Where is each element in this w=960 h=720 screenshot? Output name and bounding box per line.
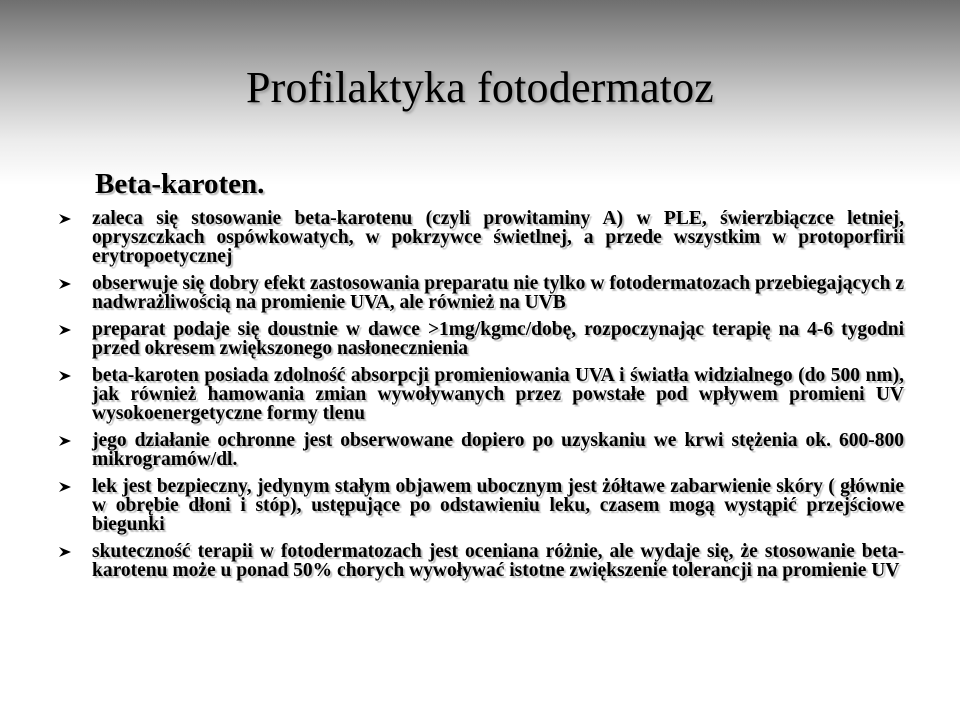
list-item <box>56 209 904 266</box>
slide-subtitle: Beta-karoten. <box>95 168 265 200</box>
arrowhead-bullet-icon <box>58 481 72 493</box>
list-item <box>56 320 904 358</box>
arrowhead-bullet-icon <box>58 370 72 382</box>
list-item <box>56 274 904 312</box>
arrowhead-bullet-icon <box>58 213 72 225</box>
arrowhead-bullet-icon <box>58 546 72 558</box>
bullet-text: skuteczność terapii w fotodermatozach jest oceniana różnie, ale wydaje się, że stosowanie beta-karotenu może u ponad 50% chorych wywoływać istotne zwiększenie tolerancji na promienie UV <box>92 541 904 581</box>
bullet-list <box>56 209 904 588</box>
bullet-text: lek jest bezpieczny, jedynym stałym objawem ubocznym jest żółtawe zabarwienie skóry ( głównie w obrębie dłoni i stóp), ustępujące po odstawieniu leku, czasem mogą wystąpić przejściowe biegunki <box>92 476 904 535</box>
arrowhead-bullet-icon <box>58 324 72 336</box>
bullet-text: beta-karoten posiada zdolność absorpcji promieniowania UVA i światła widzialnego (do 500 nm), jak również hamowania zmian wywoływanych przez powstałe pod wpływem promieni UV wysokoenergetyczne formy tlenu <box>92 365 904 424</box>
slide-title: Profilaktyka fotodermatoz <box>245 63 715 112</box>
bullet-text: preparat podaje się doustnie w dawce >1mg/kgmc/dobę, rozpoczynając terapię na 4-6 tygodni przed okresem zwiększonego nasłonecznienia <box>92 319 904 359</box>
list-item <box>56 542 904 580</box>
list-item <box>56 366 904 423</box>
bullet-text: obserwuje się dobry efekt zastosowania preparatu nie tylko w fotodermatozach przebiegających z nadwrażliwością na promienie UVA, ale również na UVB <box>92 273 904 313</box>
bullet-text: zaleca się stosowanie beta-karotenu (czyli prowitaminy A) w PLE, świerzbiączce letniej, opryszczkach ospówkowatych, w pokrzywce świetlnej, a przede wszystkim w protoporfirii erytropoetycznej <box>92 208 904 267</box>
list-item <box>56 431 904 469</box>
arrowhead-bullet-icon <box>58 278 72 290</box>
arrowhead-bullet-icon <box>58 435 72 447</box>
bullet-text: jego działanie ochronne jest obserwowane dopiero po uzyskaniu we krwi stężenia ok. 600-800 mikrogramów/dl. <box>92 430 904 470</box>
list-item <box>56 477 904 534</box>
